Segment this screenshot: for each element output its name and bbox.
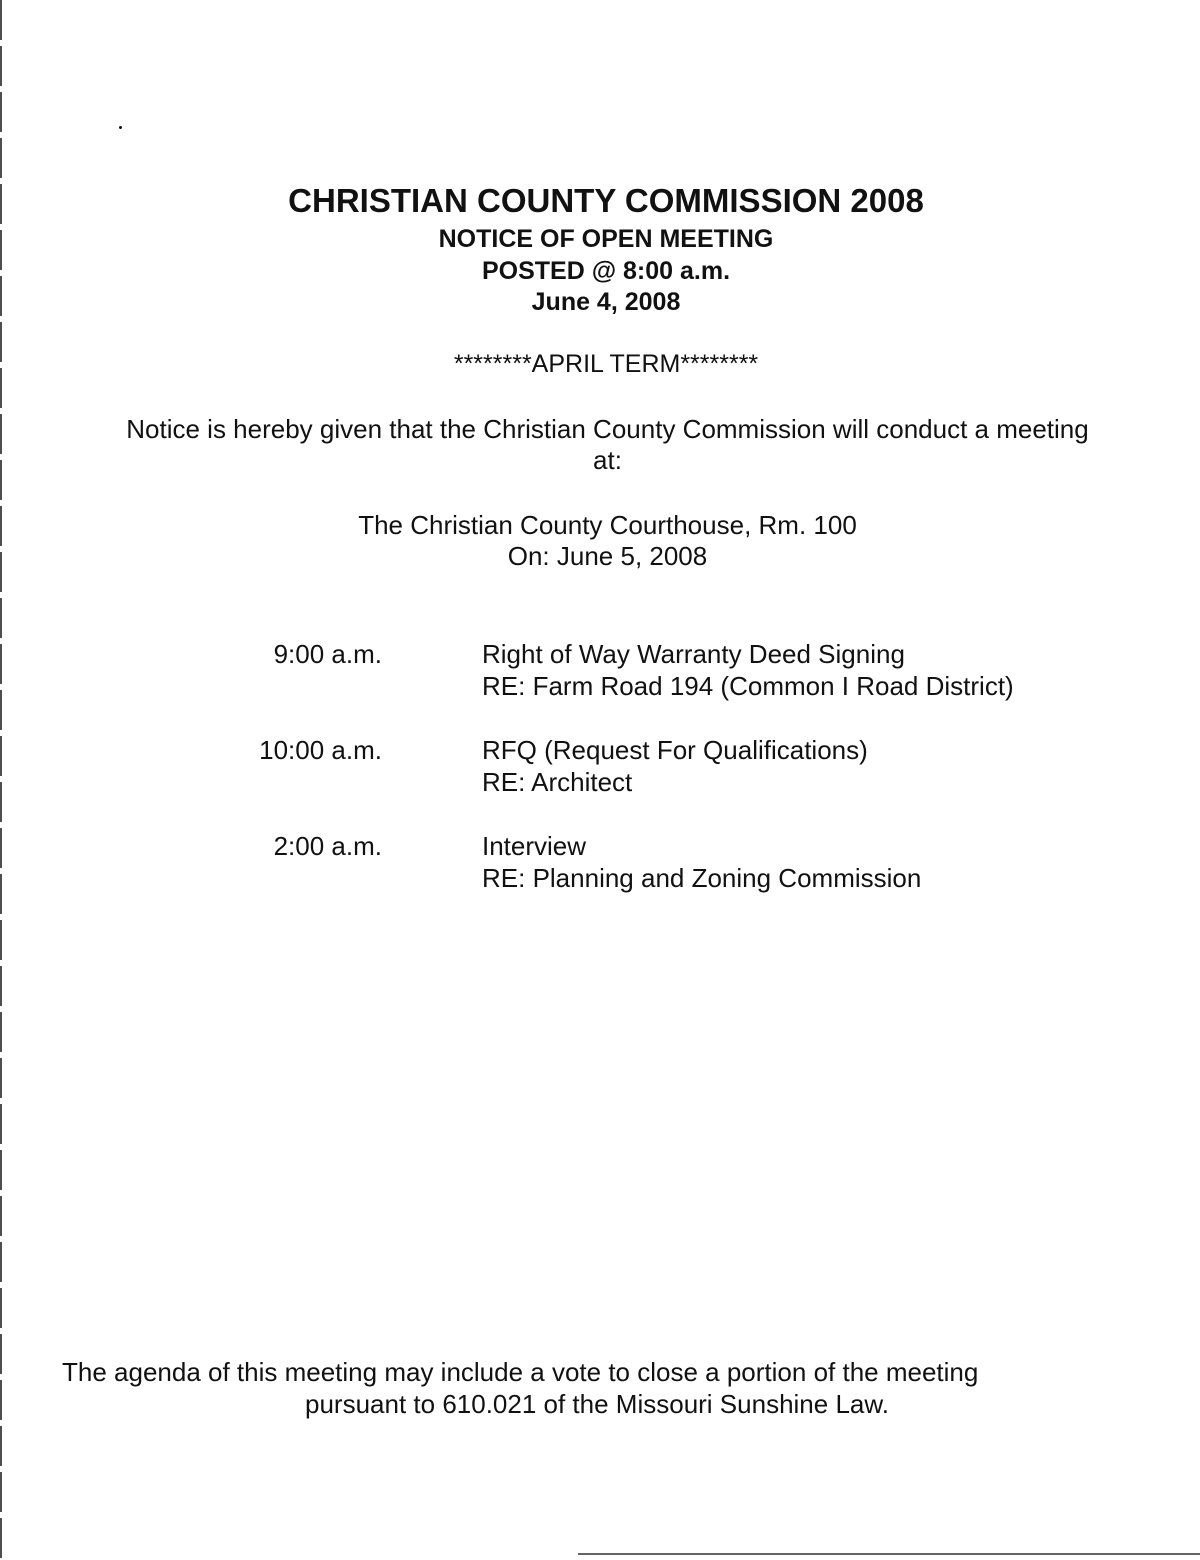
agenda-description (482, 734, 868, 798)
agenda-time: 2:00 a.m. (273, 831, 382, 861)
agenda-description (482, 638, 1014, 702)
notice-paragraph: Notice is hereby given that the Christian County Commission will conduct a meeting at: (126, 414, 1089, 475)
agenda-title: Interview (482, 831, 587, 861)
agenda-title: RFQ (Request For Qualifications) (482, 735, 868, 765)
location-place: The Christian County Courthouse, Rm. 100 (358, 510, 857, 540)
posted-time: POSTED @ 8:00 a.m. (481, 257, 731, 285)
term-label: ********APRIL TERM******** (453, 350, 759, 378)
scan-bottom-edge (578, 1553, 1200, 1555)
agenda-re: RE: Farm Road 194 (Common I Road District) (482, 671, 1014, 701)
meeting-notice-heading: NOTICE OF OPEN MEETING (438, 225, 774, 253)
agenda-time: 10:00 a.m. (259, 735, 382, 765)
meeting-location (0, 510, 1200, 572)
agenda-description (482, 830, 921, 894)
agenda-title: Right of Way Warranty Deed Signing (482, 639, 905, 669)
scan-speck (119, 126, 122, 129)
location-date: On: June 5, 2008 (507, 541, 708, 571)
document-title: CHRISTIAN COUNTY COMMISSION 2008 (288, 182, 924, 219)
agenda-re: RE: Architect (482, 767, 633, 797)
posted-date: June 4, 2008 (531, 288, 681, 316)
footer-line-1: The agenda of this meeting may include a vote to close a portion of the meeting (62, 1357, 979, 1387)
agenda-time: 9:00 a.m. (273, 639, 382, 669)
footer-line-2: pursuant to 610.021 of the Missouri Sunshine Law. (305, 1389, 889, 1419)
agenda-re: RE: Planning and Zoning Commission (482, 863, 922, 893)
